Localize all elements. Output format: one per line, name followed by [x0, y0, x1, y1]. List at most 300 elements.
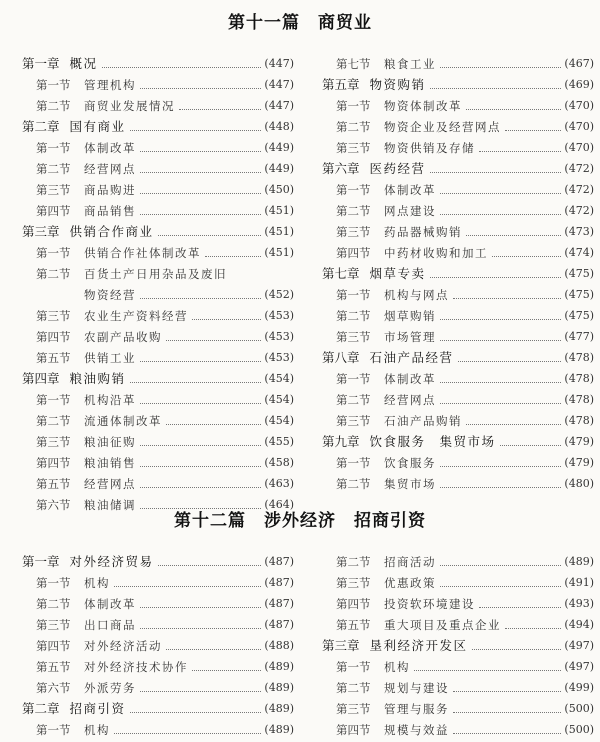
section-number: 第二节 — [36, 597, 71, 611]
dot-leader — [140, 150, 261, 152]
page-number: (447) — [264, 99, 294, 112]
dot-leader — [430, 171, 562, 173]
entry-title: 物资购销 — [369, 77, 426, 92]
section-number: 第二节 — [36, 99, 71, 113]
toc-section-entry — [22, 262, 294, 283]
page-number: (478) — [564, 372, 594, 385]
entry-title: 农业生产资料经营 — [84, 309, 188, 323]
toc-chapter-entry — [322, 634, 594, 655]
toc-section-entry — [22, 157, 294, 178]
entry-title: 商品销售 — [84, 204, 136, 218]
part-11-title: 第十一篇 商贸业 — [228, 13, 372, 33]
toc-section-entry — [22, 409, 294, 430]
section-number: 第三节 — [36, 618, 71, 632]
toc-section-entry — [322, 241, 594, 262]
page-number: (499) — [564, 681, 594, 694]
entry-title: 经营网点 — [84, 162, 136, 176]
section-number: 第六节 — [36, 681, 71, 695]
dot-leader — [458, 360, 562, 362]
section-number: 第二节 — [36, 414, 71, 428]
page-number: (489) — [264, 723, 294, 736]
dot-leader — [430, 87, 562, 89]
toc-section-entry — [22, 571, 294, 592]
toc-section-entry — [322, 220, 594, 241]
section-number: 第一节 — [36, 246, 71, 260]
toc-section-entry — [22, 718, 294, 739]
entry-title: 百货土产日用杂品及废旧 — [84, 267, 227, 281]
toc-chapter-entry — [322, 430, 594, 451]
toc-section-entry — [22, 430, 294, 451]
toc-section-entry — [322, 52, 594, 73]
section-number: 第三节 — [336, 414, 371, 428]
page-number: (475) — [564, 267, 594, 280]
section-number: 第一节 — [336, 183, 371, 197]
chapter-number: 第一章 — [22, 554, 60, 569]
toc-section-entry — [322, 697, 594, 718]
dot-leader — [430, 276, 562, 278]
page-number: (454) — [264, 414, 294, 427]
entry-title: 物资经营 — [84, 288, 136, 302]
page-number: (489) — [564, 555, 594, 568]
page-number: (489) — [264, 681, 294, 694]
toc-chapter-entry — [22, 367, 294, 388]
dot-leader — [140, 486, 261, 488]
dot-leader — [479, 150, 561, 152]
entry-title: 粮食工业 — [384, 57, 436, 71]
entry-title: 药品器械购销 — [384, 225, 462, 239]
page-number: (478) — [564, 351, 594, 364]
toc-section-entry — [22, 346, 294, 367]
dot-leader — [140, 690, 261, 692]
dot-leader — [130, 711, 262, 713]
entry-title: 机构与网点 — [384, 288, 449, 302]
toc-section-entry — [322, 550, 594, 571]
section-number: 第三节 — [336, 225, 371, 239]
toc-section-entry — [322, 94, 594, 115]
toc-section-entry — [322, 136, 594, 157]
dot-leader — [166, 648, 261, 650]
page-number: (452) — [264, 288, 294, 301]
toc-chapter-entry — [22, 115, 294, 136]
toc-section-entry — [22, 241, 294, 262]
toc-chapter-entry — [22, 697, 294, 718]
part-12-toc-left-column — [22, 550, 294, 739]
toc-chapter-entry — [22, 220, 294, 241]
section-number: 第三节 — [336, 330, 371, 344]
dot-leader — [440, 564, 561, 566]
dot-leader — [492, 255, 561, 257]
section-number: 第一节 — [36, 393, 71, 407]
dot-leader — [505, 129, 561, 131]
page-number: (470) — [564, 141, 594, 154]
entry-title: 物资供销及存储 — [384, 141, 475, 155]
entry-title: 石油产品经营 — [369, 350, 454, 365]
entry-title: 粮油销售 — [84, 456, 136, 470]
dot-leader — [440, 213, 561, 215]
dot-leader — [166, 339, 261, 341]
section-number: 第五节 — [36, 660, 71, 674]
dot-leader — [114, 732, 261, 734]
dot-leader — [192, 318, 261, 320]
section-number: 第二节 — [336, 309, 371, 323]
page-number: (455) — [264, 435, 294, 448]
section-number: 第二节 — [336, 477, 371, 491]
toc-section-entry — [322, 283, 594, 304]
dot-leader — [466, 423, 561, 425]
toc-section-entry — [22, 451, 294, 472]
section-number: 第四节 — [36, 639, 71, 653]
toc-section-entry — [22, 592, 294, 613]
page-number: (479) — [564, 456, 594, 469]
entry-title: 饮食服务 — [384, 456, 436, 470]
entry-title: 网点建设 — [384, 204, 436, 218]
page-number: (447) — [264, 78, 294, 91]
section-number: 第四节 — [36, 330, 71, 344]
dot-leader — [466, 234, 561, 236]
section-number: 第一节 — [336, 288, 371, 302]
section-number: 第四节 — [36, 204, 71, 218]
toc-section-entry — [322, 613, 594, 634]
dot-leader — [466, 108, 561, 110]
entry-title: 经营网点 — [84, 477, 136, 491]
page-number: (487) — [264, 597, 294, 610]
entry-title: 农副产品收购 — [84, 330, 162, 344]
toc-section-entry — [322, 115, 594, 136]
toc-section-entry — [22, 388, 294, 409]
toc-section-entry — [22, 136, 294, 157]
chapter-number: 第六章 — [322, 161, 360, 176]
dot-leader — [140, 87, 261, 89]
entry-title: 国有商业 — [69, 119, 126, 134]
section-number: 第一节 — [336, 660, 371, 674]
part-12-toc-right-column — [322, 550, 594, 739]
entry-title: 烟草购销 — [384, 309, 436, 323]
chapter-number: 第五章 — [322, 77, 360, 92]
entry-title: 垦利经济开发区 — [369, 638, 468, 653]
section-number: 第五节 — [336, 618, 371, 632]
page-number: (477) — [564, 330, 594, 343]
dot-leader — [453, 711, 561, 713]
chapter-number: 第二章 — [22, 701, 60, 716]
page-number: (453) — [264, 351, 294, 364]
chapter-number: 第三章 — [322, 638, 360, 653]
dot-leader — [140, 402, 261, 404]
toc-chapter-entry — [22, 550, 294, 571]
page-number: (487) — [264, 555, 294, 568]
section-number: 第二节 — [36, 162, 71, 176]
dot-leader — [440, 381, 561, 383]
dot-leader — [505, 627, 561, 629]
page-number: (454) — [264, 372, 294, 385]
page-number: (467) — [564, 57, 594, 70]
dot-leader — [140, 444, 261, 446]
page-number: (453) — [264, 330, 294, 343]
page-number: (458) — [264, 456, 294, 469]
page-number: (469) — [564, 78, 594, 91]
entry-title: 出口商品 — [84, 618, 136, 632]
entry-title: 物资体制改革 — [384, 99, 462, 113]
toc-section-entry — [322, 199, 594, 220]
dot-leader — [140, 465, 261, 467]
entry-title: 供销合作商业 — [69, 224, 154, 239]
dot-leader — [500, 444, 562, 446]
section-number: 第三节 — [36, 435, 71, 449]
toc-section-entry — [322, 451, 594, 472]
dot-leader — [140, 192, 261, 194]
section-number: 第五节 — [36, 351, 71, 365]
section-number: 第一节 — [36, 141, 71, 155]
toc-chapter-entry — [322, 73, 594, 94]
entry-title: 体制改革 — [384, 183, 436, 197]
section-number: 第二节 — [336, 555, 371, 569]
page-number: (451) — [264, 204, 294, 217]
section-number: 第二节 — [336, 681, 371, 695]
page-number: (500) — [564, 723, 594, 736]
dot-leader — [472, 648, 562, 650]
section-number: 第七节 — [336, 57, 371, 71]
chapter-number: 第七章 — [322, 266, 360, 281]
toc-section-entry — [322, 367, 594, 388]
dot-leader — [440, 192, 561, 194]
page-number: (489) — [264, 660, 294, 673]
section-number: 第三节 — [336, 576, 371, 590]
entry-title: 招商活动 — [384, 555, 436, 569]
dot-leader — [440, 66, 561, 68]
page-number: (463) — [264, 477, 294, 490]
page-number: (475) — [564, 288, 594, 301]
toc-section-entry — [322, 325, 594, 346]
entry-title: 医药经营 — [369, 161, 426, 176]
page-number: (472) — [564, 204, 594, 217]
section-number: 第三节 — [336, 702, 371, 716]
entry-title: 经营网点 — [384, 393, 436, 407]
dot-leader — [158, 234, 262, 236]
entry-title: 规划与建设 — [384, 681, 449, 695]
dot-leader — [140, 171, 261, 173]
toc-section-entry — [322, 409, 594, 430]
toc-section-entry — [322, 571, 594, 592]
page-number: (453) — [264, 309, 294, 322]
entry-title: 物资企业及经营网点 — [384, 120, 501, 134]
page-number: (488) — [264, 639, 294, 652]
entry-title: 规模与效益 — [384, 723, 449, 737]
entry-title: 机构 — [384, 660, 410, 674]
entry-title: 管理与服务 — [384, 702, 449, 716]
section-number: 第三节 — [336, 141, 371, 155]
entry-title: 流通体制改革 — [84, 414, 162, 428]
part-11-toc-right-column — [322, 52, 594, 493]
toc-section-entry — [322, 388, 594, 409]
chapter-number: 第八章 — [322, 350, 360, 365]
entry-title: 机构沿革 — [84, 393, 136, 407]
entry-title: 对外经济贸易 — [69, 554, 154, 569]
section-number: 第六节 — [36, 498, 71, 512]
section-number: 第四节 — [336, 246, 371, 260]
section-number: 第二节 — [336, 393, 371, 407]
toc-section-entry — [22, 676, 294, 697]
page-number: (450) — [264, 183, 294, 196]
toc-section-entry — [22, 178, 294, 199]
entry-title: 机构 — [84, 723, 110, 737]
part-11-toc-left-column — [22, 52, 294, 514]
section-number: 第二节 — [36, 267, 71, 281]
page-number: (475) — [564, 309, 594, 322]
toc-section-entry — [22, 613, 294, 634]
entry-title: 粮油征购 — [84, 435, 136, 449]
entry-title: 中药材收购和加工 — [384, 246, 488, 260]
dot-leader — [158, 564, 262, 566]
dot-leader — [140, 360, 261, 362]
toc-chapter-entry — [322, 157, 594, 178]
toc-chapter-entry — [322, 262, 594, 283]
entry-title: 集贸市场 — [384, 477, 436, 491]
toc-section-entry — [22, 283, 294, 304]
page-number: (493) — [564, 597, 594, 610]
chapter-number: 第四章 — [22, 371, 60, 386]
entry-title: 粮油储调 — [84, 498, 136, 512]
dot-leader — [130, 129, 262, 131]
dot-leader — [114, 585, 261, 587]
toc-section-entry — [22, 472, 294, 493]
entry-title: 招商引资 — [69, 701, 126, 716]
section-number: 第一节 — [36, 723, 71, 737]
dot-leader — [440, 585, 561, 587]
page-number: (474) — [564, 246, 594, 259]
chapter-number: 第三章 — [22, 224, 60, 239]
page-number: (472) — [564, 183, 594, 196]
section-number: 第二节 — [336, 120, 371, 134]
dot-leader — [453, 297, 561, 299]
toc-chapter-entry — [22, 52, 294, 73]
dot-leader — [414, 669, 561, 671]
entry-title: 体制改革 — [84, 597, 136, 611]
page-number: (479) — [564, 435, 594, 448]
page-number: (487) — [264, 618, 294, 631]
page-number: (470) — [564, 99, 594, 112]
dot-leader — [192, 669, 261, 671]
page-number: (497) — [564, 660, 594, 673]
page-number: (500) — [564, 702, 594, 715]
section-number: 第三节 — [36, 309, 71, 323]
entry-title: 体制改革 — [384, 372, 436, 386]
dot-leader — [453, 732, 561, 734]
dot-leader — [130, 381, 262, 383]
chapter-number: 第二章 — [22, 119, 60, 134]
dot-leader — [102, 66, 262, 68]
entry-title: 石油产品购销 — [384, 414, 462, 428]
toc-section-entry — [322, 676, 594, 697]
toc-section-entry — [322, 472, 594, 493]
toc-section-entry — [22, 199, 294, 220]
entry-title: 供销合作社体制改革 — [84, 246, 201, 260]
section-number: 第四节 — [36, 456, 71, 470]
dot-leader — [440, 318, 561, 320]
page-number: (473) — [564, 225, 594, 238]
section-number: 第一节 — [336, 456, 371, 470]
entry-title: 供销工业 — [84, 351, 136, 365]
dot-leader — [166, 423, 261, 425]
entry-title: 对外经济活动 — [84, 639, 162, 653]
entry-title: 优惠政策 — [384, 576, 436, 590]
entry-title: 粮油购销 — [69, 371, 126, 386]
page-number: (449) — [264, 162, 294, 175]
entry-title: 市场管理 — [384, 330, 436, 344]
entry-title: 饮食服务 集贸市场 — [369, 434, 496, 449]
dot-leader — [440, 402, 561, 404]
page-number: (447) — [264, 57, 294, 70]
entry-title: 外派劳务 — [84, 681, 136, 695]
dot-leader — [205, 255, 261, 257]
page-number: (464) — [264, 498, 294, 511]
toc-section-entry — [22, 634, 294, 655]
entry-title: 对外经济技术协作 — [84, 660, 188, 674]
entry-title: 烟草专卖 — [369, 266, 426, 281]
dot-leader — [140, 627, 261, 629]
dot-leader — [179, 108, 261, 110]
page-number: (470) — [564, 120, 594, 133]
dot-leader — [440, 339, 561, 341]
toc-section-entry — [22, 655, 294, 676]
dot-leader — [140, 606, 261, 608]
page-number: (497) — [564, 639, 594, 652]
section-number: 第一节 — [336, 372, 371, 386]
dot-leader — [440, 465, 561, 467]
dot-leader — [479, 606, 561, 608]
entry-title: 机构 — [84, 576, 110, 590]
toc-section-entry — [322, 655, 594, 676]
entry-title: 体制改革 — [84, 141, 136, 155]
page-number: (454) — [264, 393, 294, 406]
toc-section-entry — [322, 718, 594, 739]
chapter-number: 第一章 — [22, 56, 60, 71]
section-number: 第五节 — [36, 477, 71, 491]
entry-title: 管理机构 — [84, 78, 136, 92]
dot-leader — [140, 297, 261, 299]
page-number: (451) — [264, 225, 294, 238]
toc-section-entry — [322, 178, 594, 199]
section-number: 第一节 — [36, 78, 71, 92]
entry-title: 投资软环境建设 — [384, 597, 475, 611]
toc-section-entry — [22, 73, 294, 94]
section-number: 第二节 — [336, 204, 371, 218]
page-number: (472) — [564, 162, 594, 175]
section-number: 第一节 — [336, 99, 371, 113]
toc-section-entry — [322, 304, 594, 325]
section-number: 第三节 — [36, 183, 71, 197]
dot-leader — [453, 690, 561, 692]
page-number: (491) — [564, 576, 594, 589]
toc-section-entry — [22, 94, 294, 115]
chapter-number: 第九章 — [322, 434, 360, 449]
page-number: (478) — [564, 393, 594, 406]
entry-title: 商品购进 — [84, 183, 136, 197]
page-number: (451) — [264, 246, 294, 259]
toc-chapter-entry — [322, 346, 594, 367]
page-number: (448) — [264, 120, 294, 133]
toc-section-entry — [322, 592, 594, 613]
section-number: 第一节 — [36, 576, 71, 590]
entry-title: 商贸业发展情况 — [84, 99, 175, 113]
toc-section-entry — [22, 304, 294, 325]
section-number: 第四节 — [336, 723, 371, 737]
page-number: (480) — [564, 477, 594, 490]
toc-section-entry — [22, 325, 294, 346]
page-number: (494) — [564, 618, 594, 631]
dot-leader — [140, 213, 261, 215]
dot-leader — [440, 486, 561, 488]
part-12-title: 第十二篇 涉外经济 招商引资 — [174, 511, 426, 531]
entry-title: 概况 — [69, 56, 98, 71]
